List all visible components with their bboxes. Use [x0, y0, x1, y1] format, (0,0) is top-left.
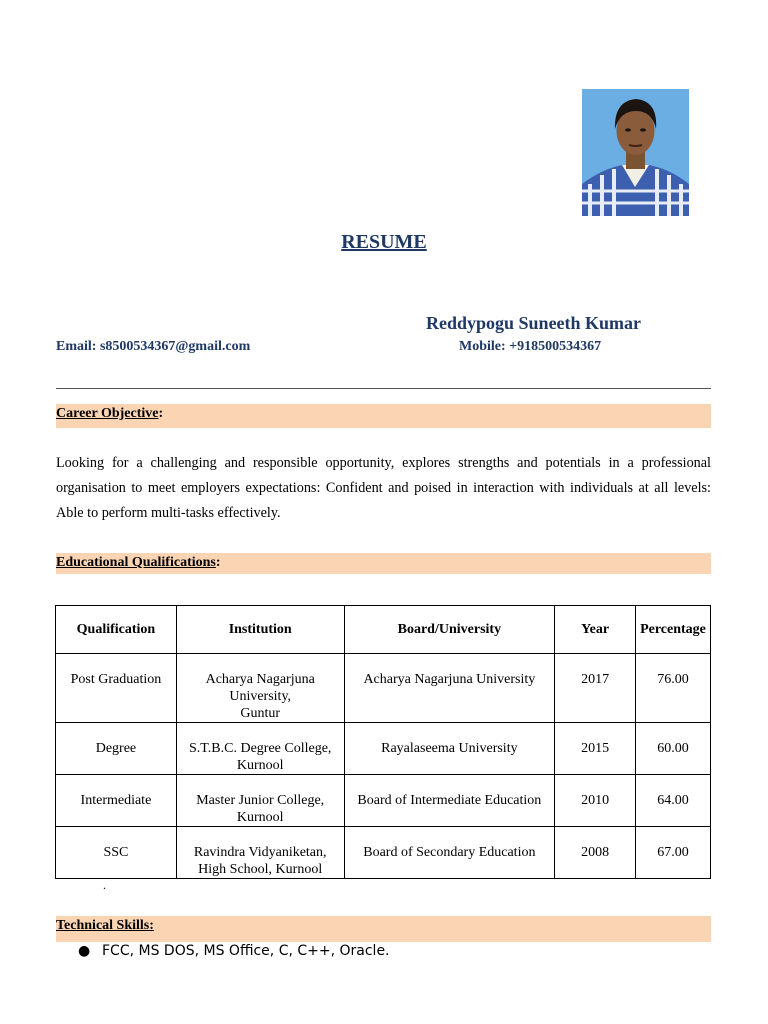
- institution-line: University,: [229, 689, 292, 704]
- career-objective-heading: [56, 404, 711, 428]
- header-divider: [56, 388, 711, 389]
- percentage-cell: 67.00: [635, 827, 710, 879]
- career-objective-heading-label: Career Objective: [56, 406, 159, 421]
- trailing-dot: .: [103, 878, 106, 892]
- year-cell: 2017: [555, 654, 636, 723]
- qualification-cell: Intermediate: [56, 775, 177, 827]
- resume-title: RESUME: [341, 231, 427, 253]
- bullet-icon: ●: [78, 943, 91, 959]
- col-institution: Institution: [176, 606, 344, 654]
- year-cell: 2008: [555, 827, 636, 879]
- skills-list: [78, 943, 390, 959]
- institution-cell: [176, 775, 344, 827]
- mobile-line: Mobile: +918500534367: [459, 339, 602, 354]
- col-percentage: Percentage: [635, 606, 710, 654]
- percentage-cell: 76.00: [635, 654, 710, 723]
- profile-photo: [582, 89, 689, 216]
- board-cell: Board of Intermediate Education: [344, 775, 555, 827]
- technical-skills-heading: [56, 916, 711, 942]
- institution-cell: [176, 723, 344, 775]
- candidate-name: Reddypogu Suneeth Kumar: [426, 313, 642, 333]
- list-item: FCC, MS DOS, MS Office, C, C++, Oracle.: [102, 943, 390, 959]
- institution-line: Kurnool: [236, 810, 284, 825]
- career-objective-heading-colon: :: [158, 406, 164, 421]
- institution-line: Acharya Nagarjuna: [205, 672, 315, 687]
- table-row: [56, 827, 711, 879]
- institution-line: Kurnool: [236, 758, 284, 773]
- col-year: Year: [555, 606, 636, 654]
- table-row: [56, 654, 711, 723]
- institution-line: Ravindra Vidyaniketan,: [193, 845, 327, 860]
- institution-line: S.T.B.C. Degree College,: [188, 741, 332, 756]
- education-heading: [56, 553, 711, 574]
- col-qualification: Qualification: [56, 606, 177, 654]
- career-objective-text: Looking for a challenging and responsible opportunity, explores strengths and potentials in a professional organisation to meet employers expectations: Confident and poised in interaction with individuals at all levels: Able to perform multi-tasks effectively.: [56, 455, 711, 521]
- percentage-cell: 64.00: [635, 775, 710, 827]
- qualification-cell: SSC: [56, 827, 177, 879]
- technical-skills-heading-label: Technical Skills:: [56, 918, 154, 933]
- board-cell: Acharya Nagarjuna University: [344, 654, 555, 723]
- table-row: [56, 775, 711, 827]
- institution-line: High School, Kurnool: [198, 862, 323, 877]
- year-cell: 2010: [555, 775, 636, 827]
- education-table: [55, 605, 711, 879]
- col-board: Board/University: [344, 606, 555, 654]
- education-table-header: [56, 606, 711, 654]
- institution-line: Master Junior College,: [196, 793, 325, 808]
- board-cell: Board of Secondary Education: [344, 827, 555, 879]
- education-heading-label: Educational Qualifications: [56, 555, 216, 570]
- qualification-cell: Degree: [56, 723, 177, 775]
- institution-cell: [176, 654, 344, 723]
- institution-line: Guntur: [240, 706, 281, 721]
- education-heading-colon: :: [215, 555, 221, 570]
- percentage-cell: 60.00: [635, 723, 710, 775]
- year-cell: 2015: [555, 723, 636, 775]
- board-cell: Rayalaseema University: [344, 723, 555, 775]
- qualification-cell: Post Graduation: [56, 654, 177, 723]
- table-row: [56, 723, 711, 775]
- email-line: Email: s8500534367@gmail.com: [56, 339, 251, 354]
- institution-cell: [176, 827, 344, 879]
